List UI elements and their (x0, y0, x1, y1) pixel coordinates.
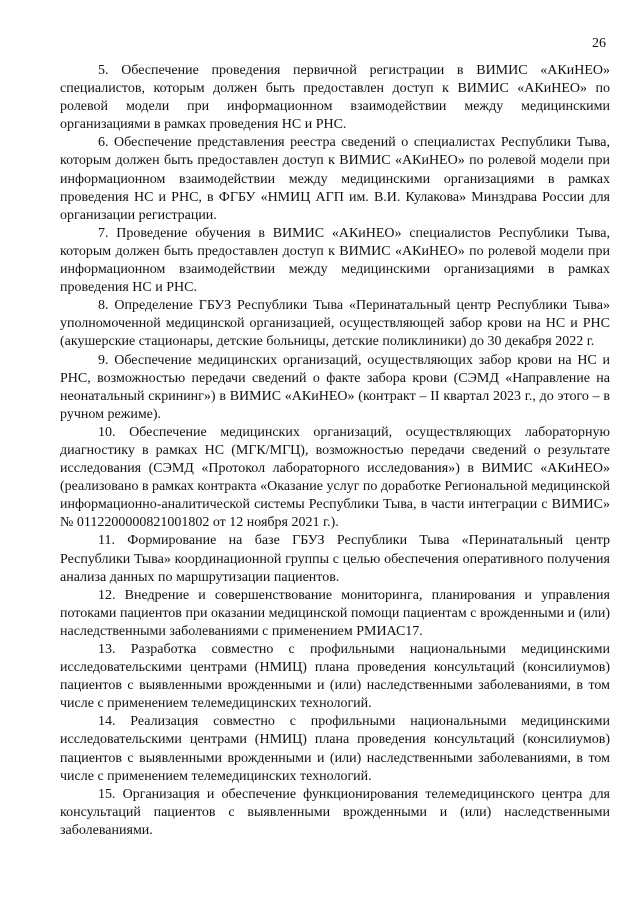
paragraph-item-8: 8. Определение ГБУЗ Республики Тыва «Перинатальный центр Республики Тыва» уполномоченной медицинской организацией, осуществляющей забор крови на НС и РНС (акушерские стационары, детские больницы, детские поликлиники) до 30 декабря 2022 г. (60, 298, 610, 350)
paragraph-item-11: 11. Формирование на базе ГБУЗ Республики Тыва «Перинатальный центр Республики Тыва» координационной группы с целью обеспечения оперативного получения анализа данных по маршрутизации пациентов. (60, 533, 610, 585)
paragraph-item-13: 13. Разработка совместно с профильными национальными медицинскими исследовательскими центрами (НМИЦ) плана проведения консультаций (консилиумов) пациентов с выявленными врожденными и (или) наследственными заболеваниями, в том числе с применением телемедицинских технологий. (60, 642, 610, 712)
document-body (60, 62, 610, 840)
paragraph-item-12: 12. Внедрение и совершенствование мониторинга, планирования и управления потоками пациентов при оказании медицинской помощи пациентам с врожденными и (или) наследственными заболеваниями с применением РМИАС17. (60, 587, 610, 639)
paragraph-item-10: 10. Обеспечение медицинских организаций, осуществляющих лабораторную диагностику в рамках НС (МГК/МГЦ), возможностью передачи сведений о результате исследования (СЭМД «Протокол лабораторного исследования») в ВИМИС «АКиНЕО» (реализовано в рамках контракта «Оказание услуг по доработке Региональной медицинской информационно-аналитической системы Республики Тыва, в части интеграции с ВИМИС» № 0112200000821001802 от 12 ноября 2021 г.). (60, 424, 610, 531)
paragraph-item-9: 9. Обеспечение медицинских организаций, осуществляющих забор крови на НС и РНС, возможностью передачи сведений о факте забора крови (СЭМД «Направление на неонатальный скрининг») в ВИМИС «АКиНЕО» (контракт – II квартал 2023 г., до этого – в ручном режиме). (60, 352, 610, 422)
paragraph-item-7: 7. Проведение обучения в ВИМИС «АКиНЕО» специалистов Республики Тыва, которым должен быть предоставлен доступ к ВИМИС «АКиНЕО» по ролевой модели при информационном взаимодействии между медицинскими организациями в рамках проведения НС и РНС. (60, 225, 610, 296)
paragraph-item-5: 5. Обеспечение проведения первичной регистрации в ВИМИС «АКиНЕО» специалистов, которым должен быть предоставлен доступ к ВИМИС «АКиНЕО» по ролевой модели при информационном взаимодействии между медицинскими организациями в рамках проведения НС и РНС. (60, 63, 610, 133)
page-number: 26 (592, 36, 606, 51)
paragraph-item-14: 14. Реализация совместно с профильными национальными медицинскими исследовательскими центрами (НМИЦ) плана проведения консультаций (консилиумов) пациентов с выявленными врожденными и (или) наследственными заболеваниями, в том числе с применением телемедицинских технологий. (60, 714, 610, 784)
paragraph-item-15: 15. Организация и обеспечение функционирования телемедицинского центра для консультаций пациентов с выявленными врожденными и (или) наследственными заболеваниями. (60, 786, 610, 838)
paragraph-item-6: 6. Обеспечение представления реестра сведений о специалистах Республики Тыва, которым должен быть предоставлен доступ к ВИМИС «АКиНЕО» по ролевой модели при информационном взаимодействии между медицинскими организациями в рамках проведения НС и РНС, в ФГБУ «НМИЦ АГП им. В.И. Кулакова» Минздрава России для организации регистрации. (60, 135, 610, 223)
